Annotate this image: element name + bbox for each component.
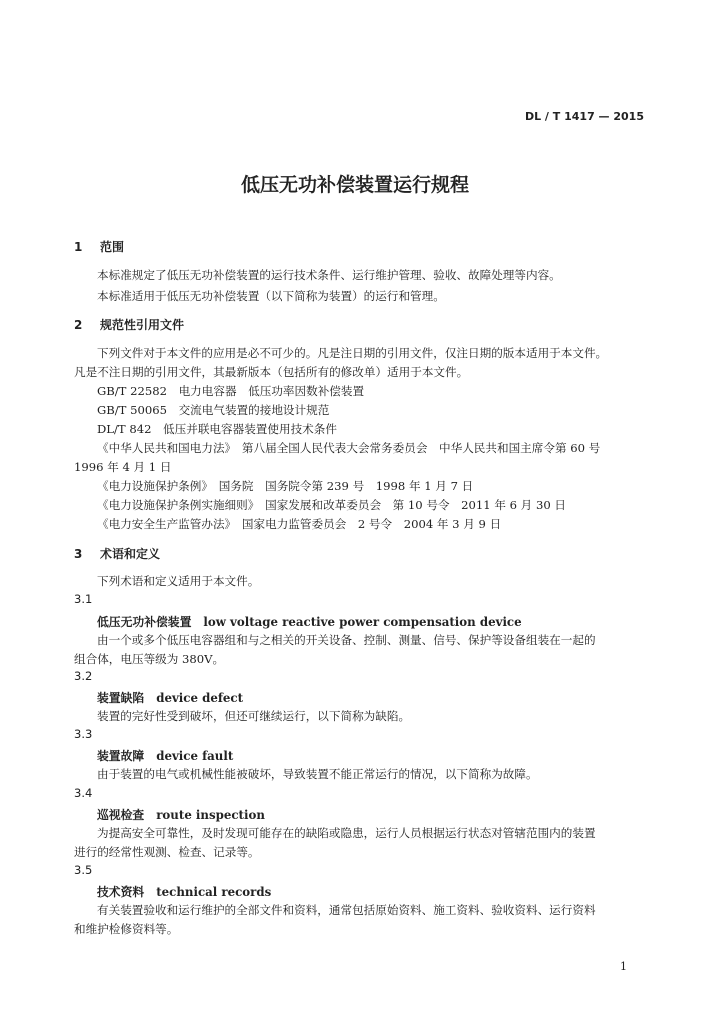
term-definition: 有关装置验收和运行维护的全部文件和资料，通常包括原始资料、施工资料、验收资料、运行资料 — [97, 903, 596, 917]
section-number: 1 — [74, 240, 83, 254]
section-title: 术语和定义 — [100, 547, 161, 561]
reference-item: GB/T 50065 交流电气装置的接地设计规范 — [97, 403, 330, 417]
section-number: 2 — [74, 318, 83, 332]
term-definition: 装置的完好性受到破坏，但还可继续运行，以下简称为缺陷。 — [97, 709, 411, 723]
paragraph: 本标准适用于低压无功补偿装置（以下简称为装置）的运行和管理。 — [97, 289, 445, 303]
term-cn: 装置故障 — [97, 749, 145, 763]
reference-item: GB/T 22582 电力电容器 低压功率因数补偿装置 — [97, 384, 365, 398]
document-code: DL / T 1417 — 2015 — [524, 110, 644, 123]
term-number: 3.3 — [74, 727, 93, 741]
term-number: 3.2 — [74, 669, 93, 683]
term-title — [97, 883, 271, 900]
term-cn: 低压无功补偿装置 — [97, 615, 192, 629]
section-title: 范围 — [100, 240, 125, 254]
term-number: 3.5 — [74, 863, 93, 877]
section-2-heading — [74, 316, 184, 333]
reference-item-continuation: 1996 年 4 月 1 日 — [74, 460, 172, 474]
term-definition-continuation: 和维护检修资料等。 — [74, 922, 179, 936]
document-title: 低压无功补偿装置运行规程 — [240, 174, 469, 196]
term-en: route inspection — [156, 808, 265, 822]
term-en: device fault — [156, 749, 234, 763]
paragraph: 本标准规定了低压无功补偿装置的运行技术条件、运行维护管理、验收、故障处理等内容。 — [97, 268, 561, 282]
page-number: 1 — [620, 960, 627, 973]
section-3-heading — [74, 545, 160, 562]
term-en: technical records — [156, 885, 272, 899]
term-definition-continuation: 组合体，电压等级为 380V。 — [74, 652, 225, 666]
reference-item: 《中华人民共和国电力法》 第八届全国人民代表大会常务委员会 中华人民共和国主席令第 60 号 — [97, 441, 601, 455]
section-1-heading — [74, 238, 124, 255]
term-cn: 巡视检查 — [97, 808, 145, 822]
term-definition: 为提高安全可靠性，及时发现可能存在的缺陷或隐患，运行人员根据运行状态对管辖范围内的装置 — [97, 826, 596, 840]
term-number: 3.1 — [74, 592, 93, 606]
term-en: low voltage reactive power compensation device — [203, 615, 522, 629]
term-title — [97, 689, 243, 706]
term-definition-continuation: 进行的经常性观测、检查、记录等。 — [74, 845, 260, 859]
term-en: device defect — [156, 691, 244, 705]
paragraph: 下列术语和定义适用于本文件。 — [97, 574, 260, 588]
paragraph-continuation: 凡是不注日期的引用文件，其最新版本（包括所有的修改单）适用于本文件。 — [74, 365, 469, 379]
term-title — [97, 613, 522, 630]
reference-item: 《电力设施保护条例》 国务院 国务院令第 239 号 1998 年 1 月 7 日 — [97, 479, 474, 493]
term-cn: 技术资料 — [97, 885, 145, 899]
reference-item: DL/T 842 低压并联电容器装置使用技术条件 — [97, 422, 337, 436]
term-number: 3.4 — [74, 786, 93, 800]
reference-item: 《电力安全生产监管办法》 国家电力监管委员会 2 号令 2004 年 3 月 9 日 — [97, 517, 502, 531]
term-cn: 装置缺陷 — [97, 691, 145, 705]
term-title — [97, 747, 233, 764]
term-definition: 由于装置的电气或机械性能被破坏，导致装置不能正常运行的情况，以下简称为故障。 — [97, 767, 538, 781]
term-title — [97, 806, 265, 823]
section-title: 规范性引用文件 — [100, 318, 185, 332]
reference-item: 《电力设施保护条例实施细则》 国家发展和改革委员会 第 10 号令 2011 年 6 月 30 日 — [97, 498, 566, 512]
paragraph: 下列文件对于本文件的应用是必不可少的。凡是注日期的引用文件，仅注日期的版本适用于本文件。 — [97, 346, 608, 360]
section-number: 3 — [74, 547, 83, 561]
term-definition: 由一个或多个低压电容器组和与之相关的开关设备、控制、测量、信号、保护等设备组装在一起的 — [97, 633, 596, 647]
